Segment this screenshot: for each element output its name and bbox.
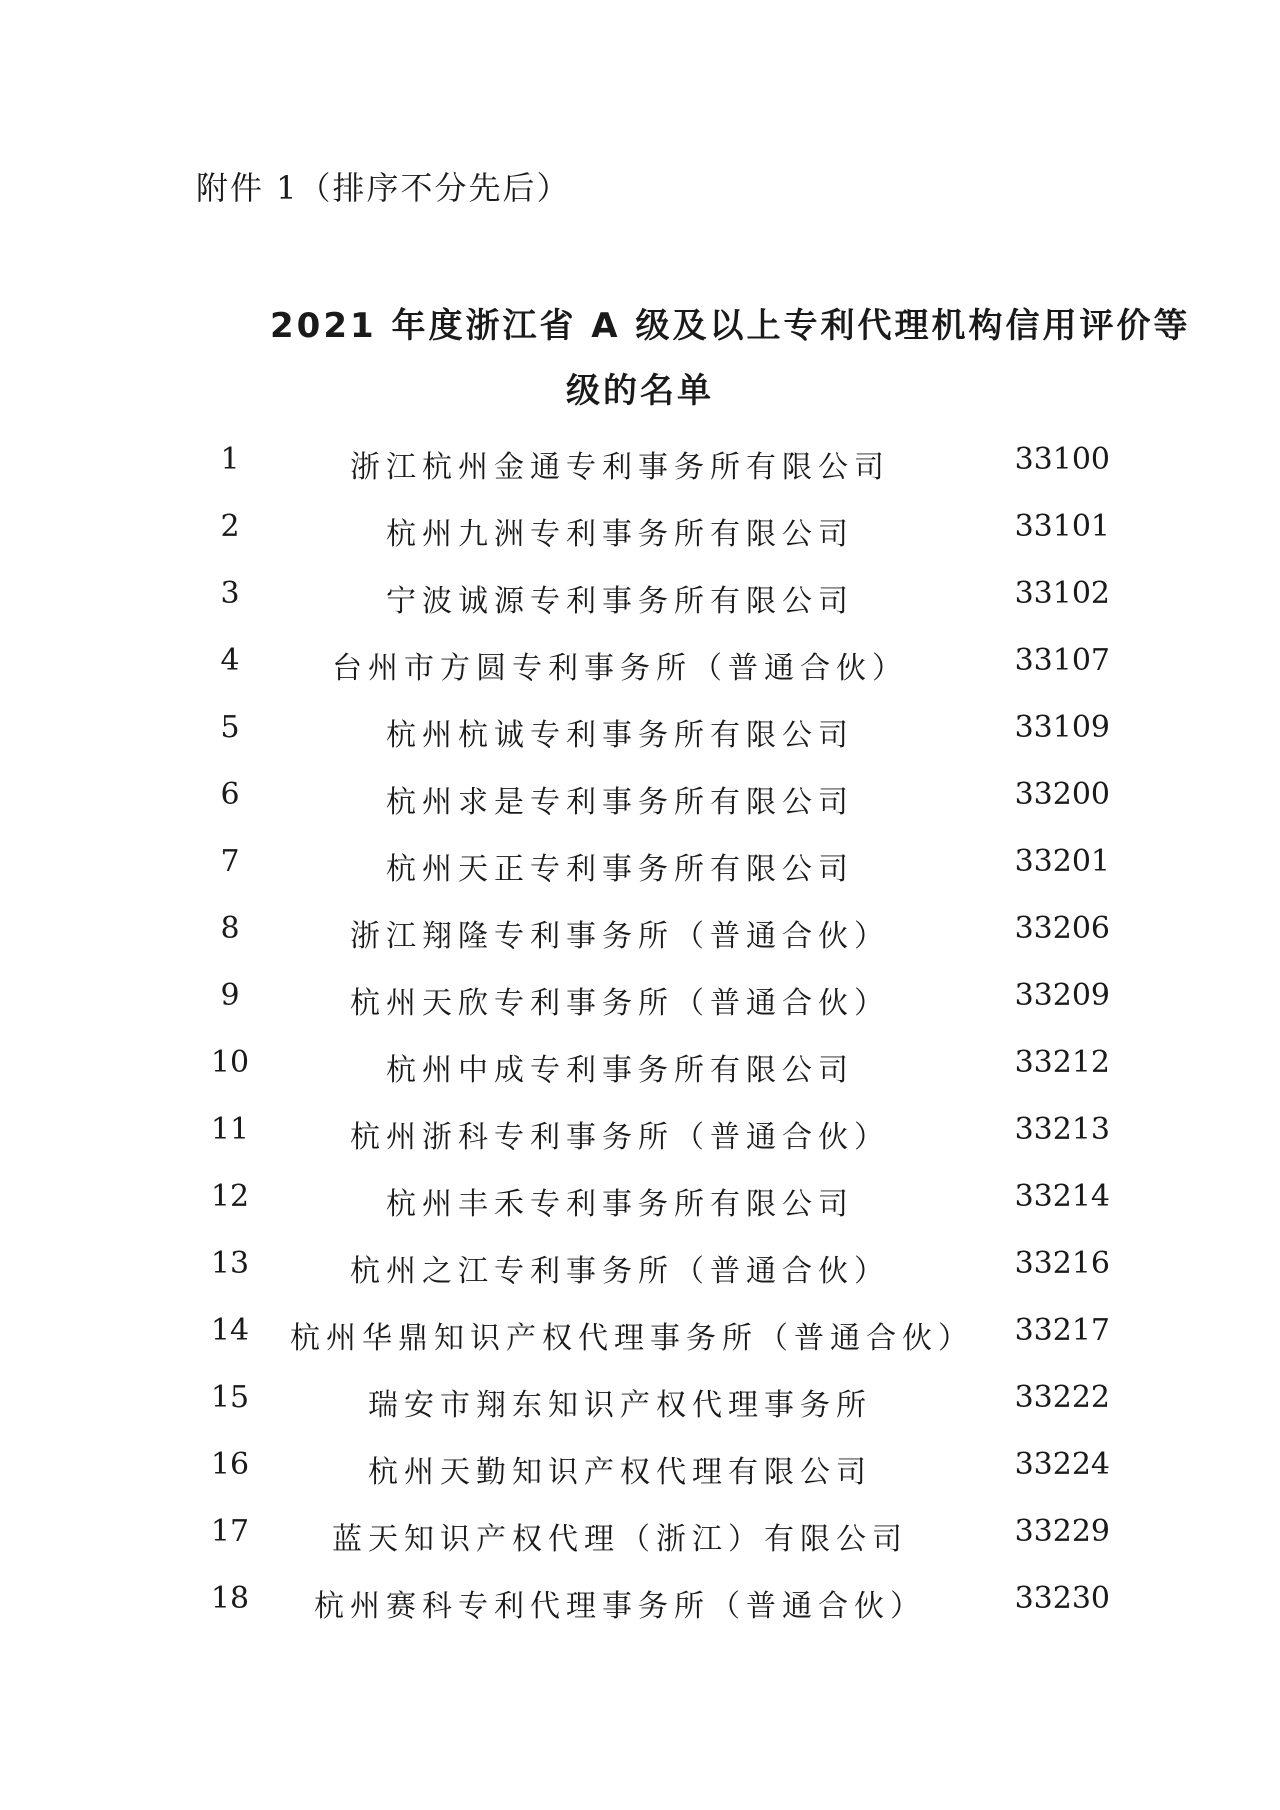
agency-name: 杭州天欣专利事务所（普通合伙） — [350, 986, 890, 1021]
agency-name: 杭州赛科专利代理事务所（普通合伙） — [314, 1589, 926, 1624]
row-index: 6 — [220, 777, 240, 812]
row-index: 14 — [210, 1313, 250, 1348]
row-index: 12 — [210, 1179, 250, 1214]
agency-name: 杭州中成专利事务所有限公司 — [386, 1053, 854, 1088]
agency-name: 杭州华鼎知识产权代理事务所（普通合伙） — [290, 1321, 974, 1356]
row-index: 4 — [220, 643, 240, 678]
agency-code: 33101 — [1014, 509, 1110, 544]
agency-name: 浙江翔隆专利事务所（普通合伙） — [350, 919, 890, 954]
agency-code: 33222 — [1014, 1380, 1110, 1415]
agency-name: 杭州天正专利事务所有限公司 — [386, 852, 854, 887]
list-item — [0, 432, 1280, 499]
agency-name: 杭州浙科专利事务所（普通合伙） — [350, 1120, 890, 1155]
list-item — [0, 1370, 1280, 1437]
row-index: 2 — [220, 509, 240, 544]
row-index: 1 — [220, 442, 240, 477]
agency-name: 宁波诚源专利事务所有限公司 — [386, 584, 854, 619]
row-index: 8 — [220, 911, 240, 946]
list-item — [0, 968, 1280, 1035]
row-index: 10 — [210, 1045, 250, 1080]
row-index: 13 — [210, 1246, 250, 1281]
agency-code: 33200 — [1014, 777, 1110, 812]
list-item — [0, 1504, 1280, 1571]
agency-code: 33206 — [1014, 911, 1110, 946]
agency-code: 33230 — [1014, 1581, 1110, 1616]
agency-name: 杭州天勤知识产权代理有限公司 — [368, 1455, 872, 1490]
agency-name: 杭州九洲专利事务所有限公司 — [386, 517, 854, 552]
row-index: 5 — [220, 710, 240, 745]
agency-name: 瑞安市翔东知识产权代理事务所 — [368, 1388, 872, 1423]
agency-code: 33100 — [1014, 442, 1110, 477]
list-item — [0, 901, 1280, 968]
row-index: 16 — [210, 1447, 250, 1482]
list-item — [0, 1571, 1280, 1638]
agency-code: 33212 — [1014, 1045, 1110, 1080]
row-index: 9 — [220, 978, 240, 1013]
list-item — [0, 1035, 1280, 1102]
row-index: 17 — [210, 1514, 250, 1549]
list-item — [0, 834, 1280, 901]
list-item — [0, 566, 1280, 633]
list-item — [0, 633, 1280, 700]
attachment-label: 附件 1（排序不分先后） — [196, 169, 571, 207]
agency-name: 杭州丰禾专利事务所有限公司 — [386, 1187, 854, 1222]
list-item — [0, 1437, 1280, 1504]
row-index: 11 — [210, 1112, 250, 1147]
list-item — [0, 1236, 1280, 1303]
agency-code: 33216 — [1014, 1246, 1110, 1281]
document-title-line-1: 2021 年度浙江省 A 级及以上专利代理机构信用评价等 — [270, 306, 1191, 346]
agency-name: 杭州之江专利事务所（普通合伙） — [350, 1254, 890, 1289]
agency-code: 33229 — [1014, 1514, 1110, 1549]
agency-name: 杭州求是专利事务所有限公司 — [386, 785, 854, 820]
list-item — [0, 767, 1280, 834]
agency-code: 33224 — [1014, 1447, 1110, 1482]
agency-list — [0, 432, 1280, 1638]
row-index: 3 — [220, 576, 240, 611]
agency-name: 浙江杭州金通专利事务所有限公司 — [350, 450, 890, 485]
agency-code: 33213 — [1014, 1112, 1110, 1147]
list-item — [0, 700, 1280, 767]
list-item — [0, 1303, 1280, 1370]
row-index: 7 — [220, 844, 240, 879]
list-item — [0, 1169, 1280, 1236]
document-title-line-2: 级的名单 — [566, 371, 714, 411]
agency-code: 33102 — [1014, 576, 1110, 611]
agency-name: 蓝天知识产权代理（浙江）有限公司 — [332, 1522, 908, 1557]
agency-code: 33109 — [1014, 710, 1110, 745]
agency-name: 台州市方圆专利事务所（普通合伙） — [332, 651, 908, 686]
agency-code: 33214 — [1014, 1179, 1110, 1214]
list-item — [0, 1102, 1280, 1169]
list-item — [0, 499, 1280, 566]
agency-code: 33107 — [1014, 643, 1110, 678]
row-index: 18 — [210, 1581, 250, 1616]
row-index: 15 — [210, 1380, 250, 1415]
agency-code: 33217 — [1014, 1313, 1110, 1348]
agency-code: 33201 — [1014, 844, 1110, 879]
agency-name: 杭州杭诚专利事务所有限公司 — [386, 718, 854, 753]
agency-code: 33209 — [1014, 978, 1110, 1013]
